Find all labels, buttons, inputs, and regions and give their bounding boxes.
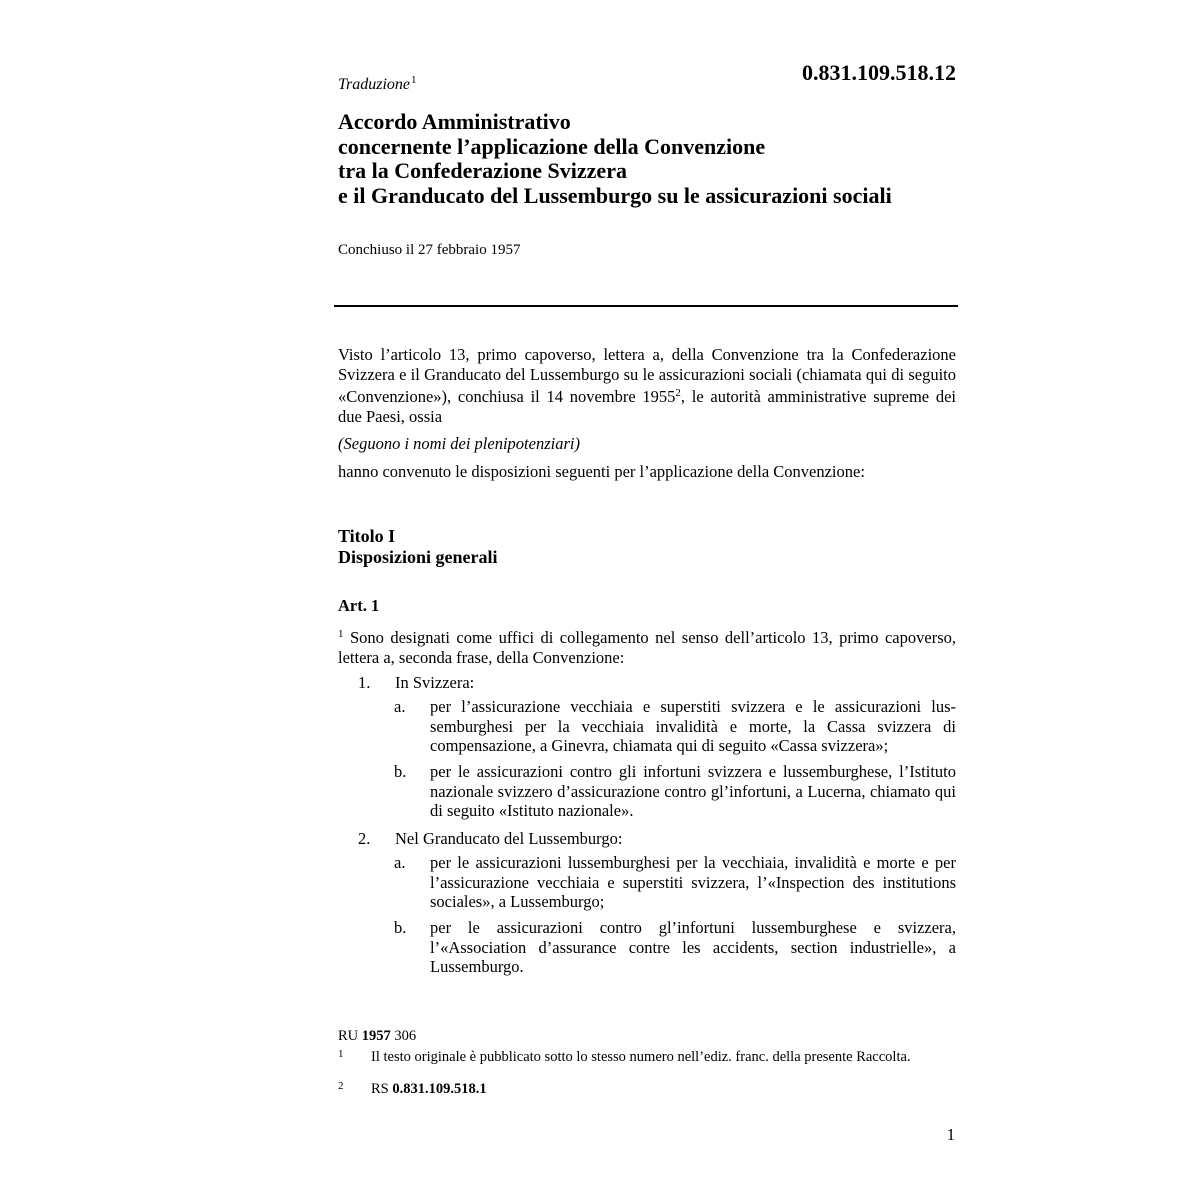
sub-item-text: per le assicurazioni contro gli infortuni svizzera e lussemburghese, l’Istituto nazionale svizzero d’assicurazione contro gl’infortuni, a Lucerna, chiamato qui di seguito «Istituto nazionale». — [430, 762, 956, 820]
preamble-text-end: , le autorità amministrative supreme dei due Paesi, ossia — [338, 387, 956, 426]
official-compilation-ref — [338, 1028, 416, 1045]
list-item-text: Nel Granducato del Lussemburgo: — [395, 829, 623, 848]
footnote-text — [371, 1082, 931, 1097]
title-line-1: Accordo Amministrativo — [338, 109, 571, 134]
agreement-statement: hanno convenuto le disposizioni seguenti per l’applicazione della Convenzione: — [338, 462, 865, 481]
list-item-text: In Svizzera: — [395, 673, 475, 692]
sub-item-letter: a. — [394, 853, 406, 872]
footnote-text: Il testo originale è pubblicato sotto lo stesso numero nell’ediz. franc. della presente Raccolta. — [371, 1049, 911, 1065]
preamble-text-start: Visto l’articolo 13, primo capoverso, lettera a, della Convenzione tra la Confederazione Svizzera e il Granducato del Lussemburgo su le assicurazioni sociali (chiamata qui di seguito «Convenzione»), conchiusa il 14 novembre 1955 — [338, 345, 956, 406]
footnote-number: 1 — [338, 1048, 344, 1060]
sub-item-letter: b. — [394, 918, 407, 937]
translation-label — [338, 74, 417, 94]
list-item-number: 2. — [358, 829, 371, 848]
sub-item-letter: b. — [394, 762, 407, 781]
section-number: Titolo I — [338, 526, 396, 546]
document-title — [338, 110, 978, 208]
title-line-2: concernente l’applicazione della Convenzione — [338, 133, 766, 159]
footnote-number: 2 — [338, 1080, 344, 1092]
horizontal-rule — [334, 305, 958, 307]
title-line-3: tra la Confederazione Svizzera — [338, 158, 627, 183]
article-paragraph-1 — [338, 625, 956, 667]
footnote-ref-2[interactable]: 2 — [675, 387, 681, 399]
paragraph-text: Sono designati come uffici di collegamento nel senso dell’articolo 13, primo capoverso, lettera a, seconda frase, della Convenzione: — [338, 628, 956, 667]
preamble-paragraph — [338, 345, 956, 426]
plenipotentiaries-note: (Seguono i nomi dei plenipotenziari) — [338, 434, 580, 453]
ru-prefix: RU — [338, 1028, 362, 1044]
list-item-number: 1. — [358, 673, 371, 692]
page-number: 1 — [946, 1125, 955, 1144]
ru-year: 1957 — [361, 1028, 391, 1044]
section-heading — [338, 526, 498, 568]
title-line-4: e il Granducato del Lussemburgo su le assicurazioni sociali — [338, 182, 892, 208]
article-heading: Art. 1 — [338, 596, 380, 615]
footnote-prefix: RS — [371, 1081, 393, 1097]
sub-item-text: per le assicurazioni contro gl’infortuni lussemburghese e svizzera, l’«Association d’assurance contre les accidents, section industrielle», a Lussemburgo. — [430, 918, 956, 976]
footnote-ref-1[interactable]: 1 — [411, 74, 417, 86]
sub-item-text: per le assicurazioni lussemburghesi per la vecchiaia, invalidità e morte e per l’assicurazione vecchiaia e superstiti svizzera, l’«Inspection des institutions sociales», a Lussemburgo; — [430, 853, 956, 911]
sr-number: 0.831.109.518.12 — [802, 60, 956, 85]
concluded-date: Conchiuso il 27 febbraio 1957 — [338, 242, 521, 258]
paragraph-number: 1 — [338, 628, 344, 640]
ru-page: 306 — [390, 1028, 417, 1044]
translation-text: Traduzione — [338, 76, 411, 93]
sub-item-text: per l’assicurazione vecchiaia e superstiti svizzera e le assicurazioni lussemburghesi per la vecchiaia invalidità e morte, la Cassa svizzera di compensazione, a Ginevra, chiamata qui di seguito «Cassa svizzera»; — [430, 697, 956, 755]
section-title: Disposizioni generali — [338, 547, 498, 567]
sub-item-letter: a. — [394, 697, 406, 716]
footnote-sr-link[interactable]: 0.831.109.518.1 — [392, 1081, 487, 1097]
